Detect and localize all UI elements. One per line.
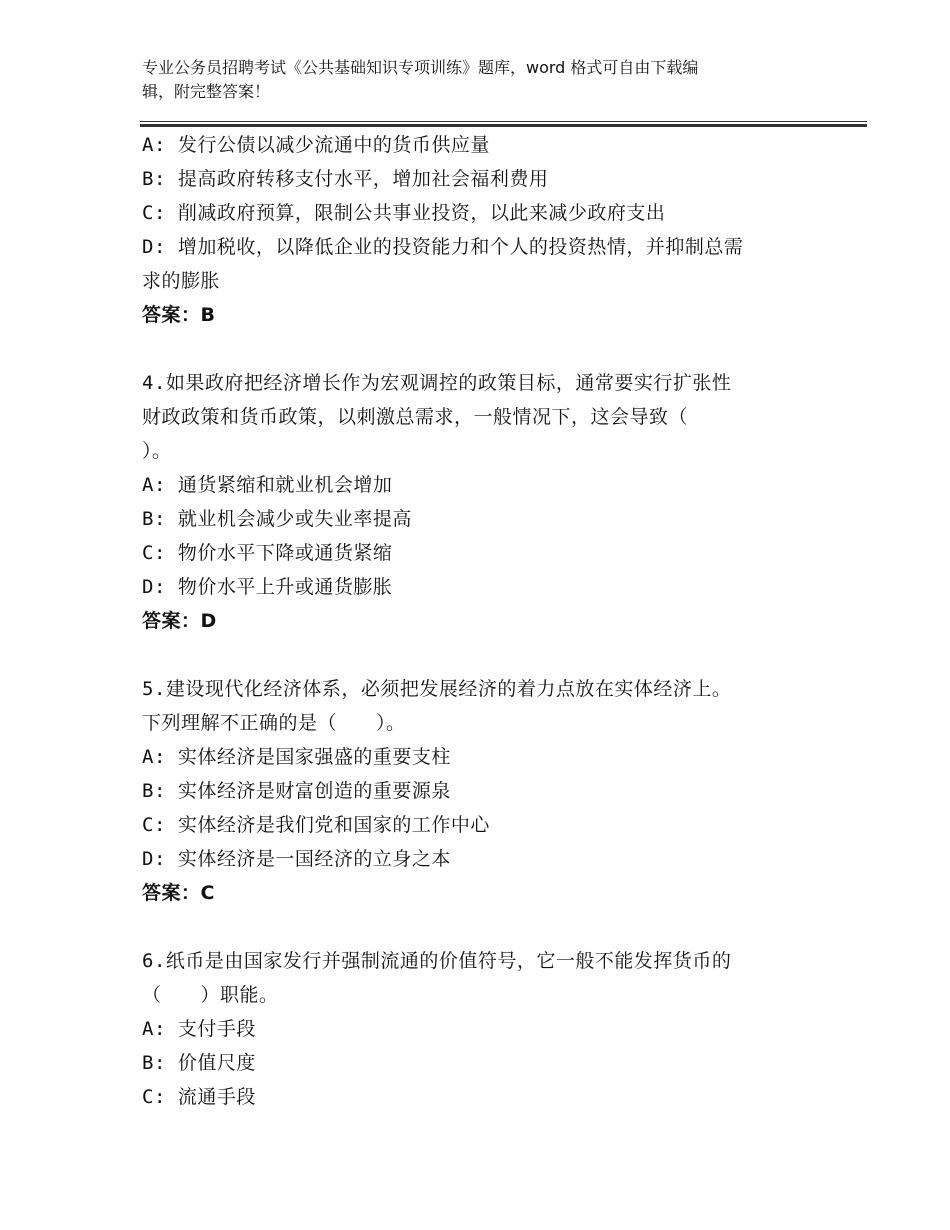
question-stem: 财政政策和货币政策，以刺激总需求，一般情况下，这会导致（: [142, 406, 689, 428]
option-b: B: 提高政府转移支付水平，增加社会福利费用: [142, 168, 549, 190]
question-stem: （ ）职能。: [142, 984, 279, 1006]
question-4: [142, 366, 842, 638]
answer: 答案：C: [142, 882, 215, 904]
question-stem: 4.如果政府把经济增长作为宏观调控的政策目标，通常要实行扩张性: [142, 372, 732, 394]
answer: 答案：B: [142, 304, 216, 326]
document-header: [142, 56, 802, 104]
option-c: C: 削减政府预算，限制公共事业投资，以此来减少政府支出: [142, 202, 666, 224]
header-line-1: 专业公务员招聘考试《公共基础知识专项训练》题库，word 格式可自由下载编: [142, 58, 699, 77]
option-b: B: 就业机会减少或失业率提高: [142, 508, 412, 530]
question-6: [142, 944, 842, 1114]
option-b: B: 价值尺度: [142, 1052, 256, 1074]
question-stem: 下列理解不正确的是（ ）。: [142, 712, 406, 734]
answer: 答案：D: [142, 610, 217, 632]
option-b: B: 实体经济是财富创造的重要源泉: [142, 780, 451, 802]
option-d: D: 物价水平上升或通货膨胀: [142, 576, 393, 598]
question-3: [142, 128, 842, 332]
question-5: [142, 672, 842, 910]
option-a: A: 发行公债以减少流通中的货币供应量: [142, 134, 490, 156]
option-a: A: 实体经济是国家强盛的重要支柱: [142, 746, 451, 768]
option-c: C: 物价水平下降或通货紧缩: [142, 542, 393, 564]
option-c: C: 流通手段: [142, 1086, 256, 1108]
option-d: D: 实体经济是一国经济的立身之本: [142, 848, 451, 870]
question-stem: 5.建设现代化经济体系，必须把发展经济的着力点放在实体经济上。: [142, 678, 732, 700]
option-c: C: 实体经济是我们党和国家的工作中心: [142, 814, 490, 836]
option-d-continued: 求的膨胀: [142, 270, 221, 292]
option-a: A: 通货紧缩和就业机会增加: [142, 474, 393, 496]
option-d: D: 增加税收，以降低企业的投资能力和个人的投资热情，并抑制总需: [142, 236, 744, 258]
header-rule-thin: [140, 121, 867, 122]
header-line-2: 辑，附完整答案！: [142, 82, 271, 101]
question-stem: 6.纸币是由国家发行并强制流通的价值符号，它一般不能发挥货币的: [142, 950, 732, 972]
header-rule-thick: [140, 124, 867, 127]
option-a: A: 支付手段: [142, 1018, 256, 1040]
question-list: [142, 128, 842, 1114]
question-stem: ）。: [142, 440, 172, 462]
